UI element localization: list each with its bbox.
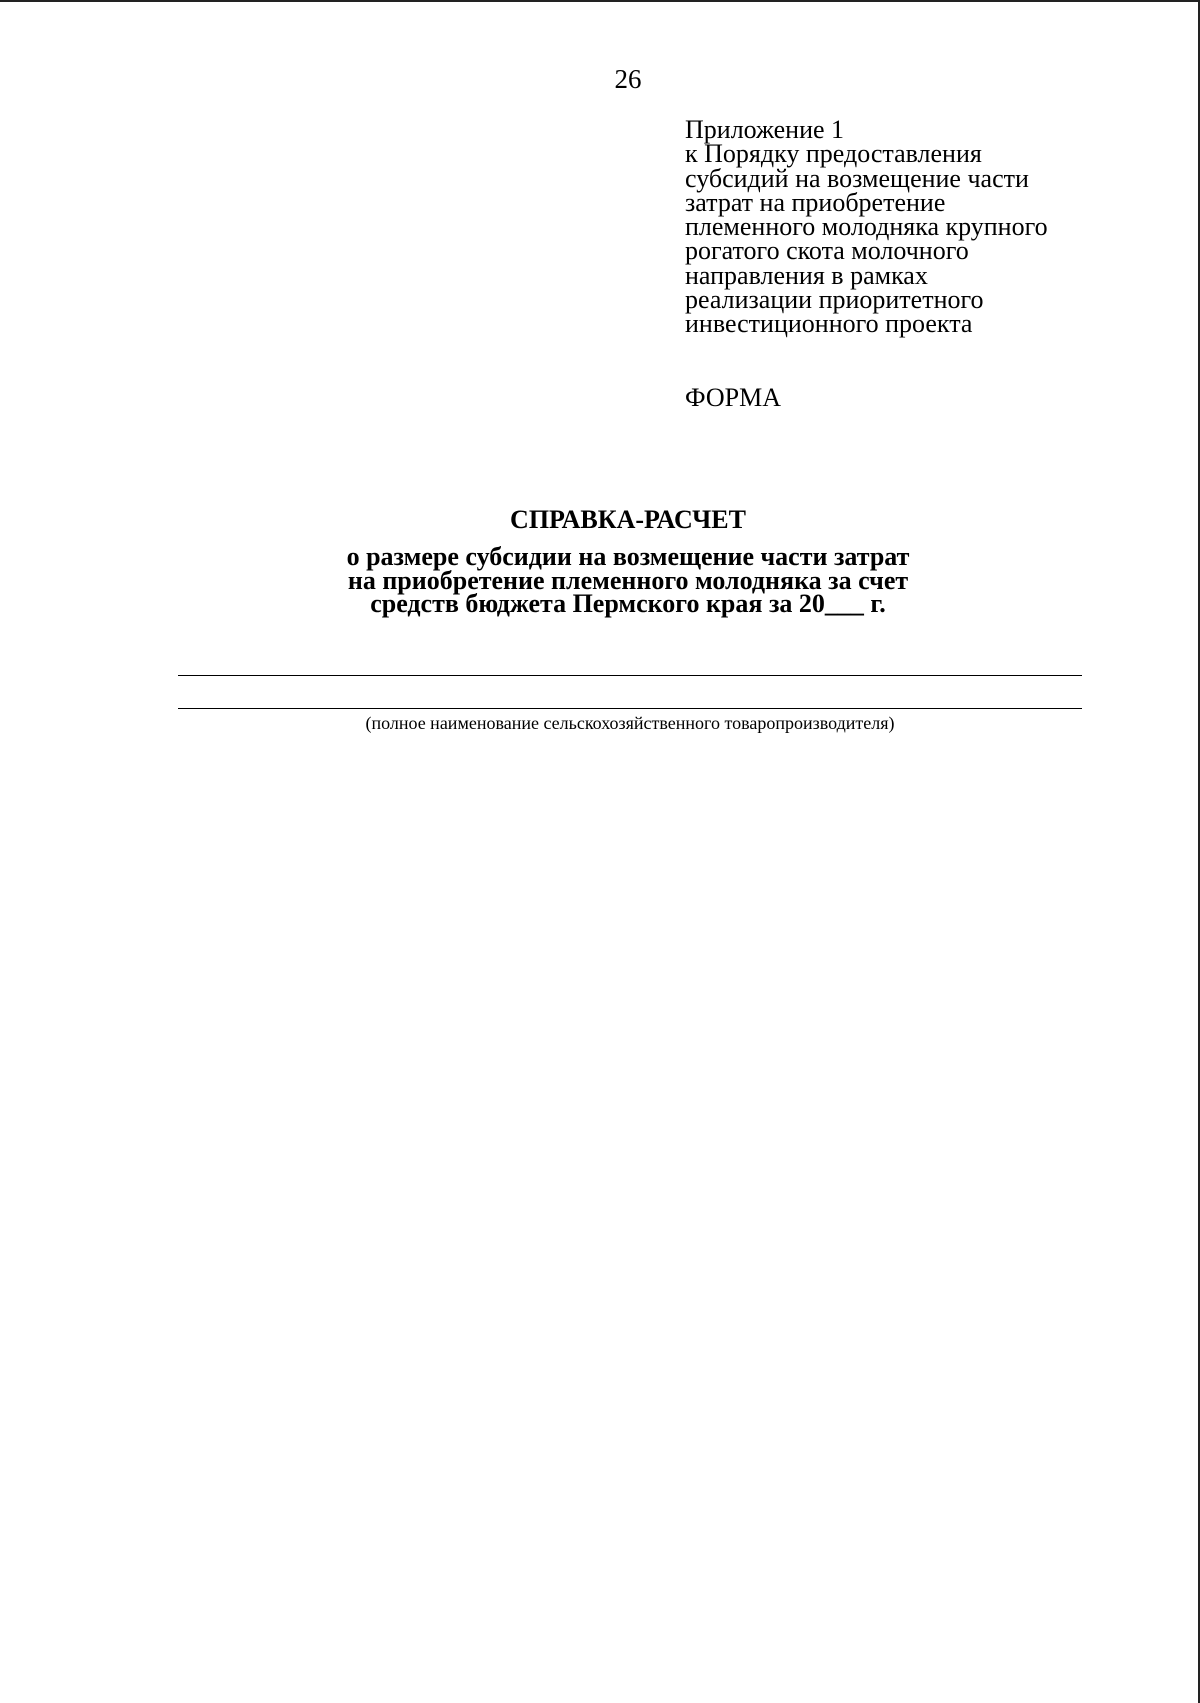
appendix-line: реализации приоритетного: [685, 285, 984, 315]
appendix-line: затрат на приобретение: [685, 187, 946, 217]
appendix-line: племенного молодняка крупного: [685, 212, 1048, 242]
document-subtitle: [0, 542, 1200, 618]
page-number: 26: [614, 64, 642, 94]
appendix-line: направления в рамках: [685, 260, 928, 290]
form-label: ФОРМА: [685, 383, 781, 412]
producer-name-line[interactable]: [178, 675, 1082, 676]
appendix-reference: [685, 115, 1125, 339]
subtitle-line: средств бюджета Пермского края за 20___ г.: [370, 589, 886, 618]
subtitle-line: на приобретение племенного молодняка за счет: [347, 565, 909, 595]
appendix-line: субсидий на возмещение части: [685, 163, 1029, 193]
subtitle-line: о размере субсидии на возмещение части затрат: [346, 542, 910, 571]
appendix-line: Приложение 1: [685, 115, 845, 144]
document-title: СПРАВКА-РАСЧЕТ: [510, 505, 746, 534]
appendix-line: инвестиционного проекта: [685, 309, 973, 339]
appendix-line: рогатого скота молочного: [685, 236, 969, 266]
appendix-line: к Порядку предоставления: [685, 139, 982, 169]
producer-name-line[interactable]: [178, 708, 1082, 709]
producer-name-caption: (полное наименование сельскохозяйственного товаропроизводителя): [365, 713, 895, 733]
